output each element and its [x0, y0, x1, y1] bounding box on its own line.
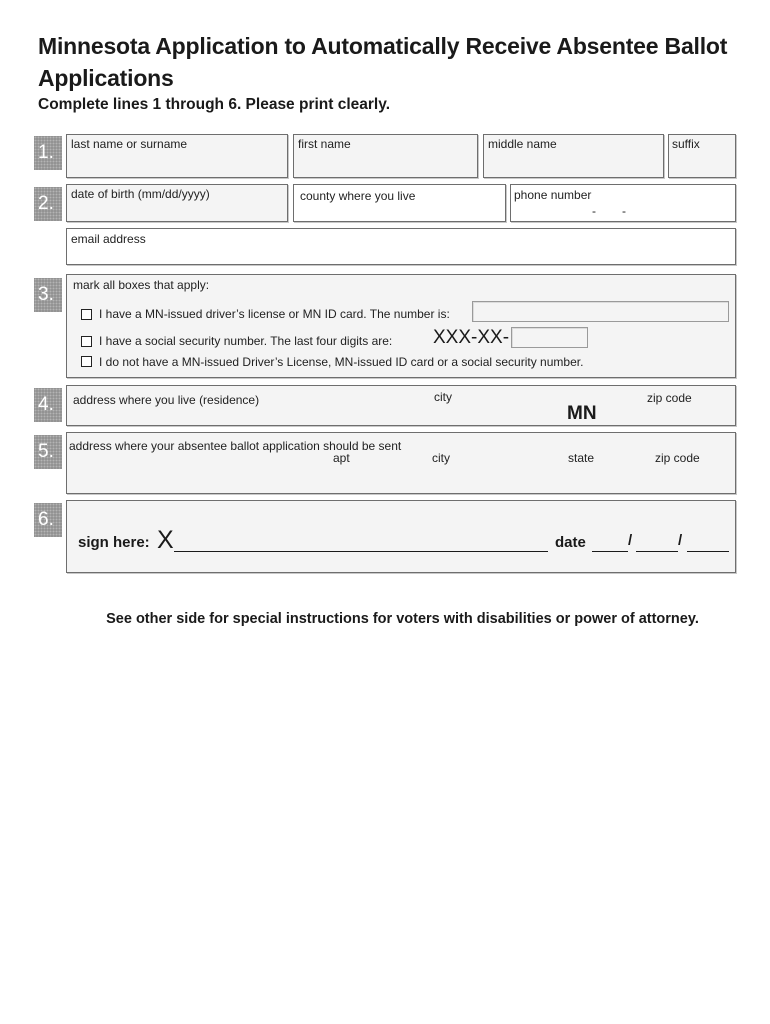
ssn-last-four-input[interactable] — [511, 327, 588, 348]
residence-address-label: address where you live (residence) — [73, 393, 260, 407]
section-1-number: 1. — [34, 136, 62, 170]
mailing-address-field[interactable] — [66, 432, 736, 494]
footer-note: See other side for special instructions for voters with disabilities or power of attorney. — [106, 611, 699, 627]
ssn-prefix: XXX-XX- — [433, 327, 510, 348]
phone-label: phone number — [514, 188, 592, 202]
date-month-line[interactable] — [592, 527, 628, 552]
date-of-birth-field[interactable] — [66, 184, 288, 222]
middle-name-label: middle name — [488, 137, 557, 151]
ssn-checkbox[interactable] — [81, 336, 92, 347]
phone-separator: - — [592, 204, 596, 218]
date-separator: / — [628, 532, 633, 549]
residence-state-value: MN — [567, 403, 597, 424]
last-name-label: last name or surname — [71, 137, 188, 151]
date-label: date — [555, 534, 586, 551]
no-id-option-label: I do not have a MN-issued Driver’s License, MN-issued ID card or a social security number. — [99, 355, 584, 369]
suffix-field[interactable] — [668, 134, 736, 178]
first-name-label: first name — [298, 137, 351, 151]
suffix-label: suffix — [672, 137, 700, 151]
signature-line[interactable] — [174, 527, 548, 552]
phone-field[interactable] — [510, 184, 736, 222]
license-number-input[interactable] — [472, 301, 729, 322]
license-option-label: I have a MN-issued driver’s license or MN ID card. The number is: — [99, 307, 450, 321]
mailing-zip-label: zip code — [655, 451, 700, 465]
signature-panel — [66, 500, 736, 573]
mailing-city-label: city — [432, 451, 450, 465]
date-year-line[interactable] — [687, 527, 729, 552]
license-checkbox[interactable] — [81, 309, 92, 320]
date-separator: / — [678, 532, 683, 549]
date-of-birth-label: date of birth (mm/dd/yyyy) — [71, 187, 210, 201]
section-4-number: 4. — [34, 388, 62, 422]
ssn-option-label: I have a social security number. The last four digits are: — [99, 334, 393, 348]
last-name-field[interactable] — [66, 134, 288, 178]
county-field[interactable] — [293, 184, 506, 222]
county-label: county where you live — [300, 189, 416, 203]
form-subtitle: Complete lines 1 through 6. Please print clearly. — [38, 96, 391, 113]
date-day-line[interactable] — [636, 527, 678, 552]
residence-city-label: city — [434, 390, 452, 404]
residence-zip-label: zip code — [647, 391, 692, 405]
first-name-field[interactable] — [293, 134, 478, 178]
identification-panel — [66, 274, 736, 378]
mailing-apt-label: apt — [333, 451, 350, 465]
section-3-number: 3. — [34, 278, 62, 312]
phone-separator: - — [622, 204, 626, 218]
identification-instruction: mark all boxes that apply: — [73, 278, 210, 292]
section-2-number: 2. — [34, 187, 62, 221]
section-5-number: 5. — [34, 435, 62, 469]
signature-x-mark: X — [157, 526, 174, 554]
section-6-number: 6. — [34, 503, 62, 537]
middle-name-field[interactable] — [483, 134, 664, 178]
residence-address-field[interactable] — [66, 385, 736, 426]
email-field[interactable] — [66, 228, 736, 265]
form-title: Minnesota Application to Automatically Receive Absentee Ballot Applications — [38, 33, 728, 91]
sign-here-label: sign here: — [78, 534, 150, 551]
mailing-address-label: address where your absentee ballot application should be sent — [69, 439, 402, 453]
mailing-state-label: state — [568, 451, 595, 465]
no-id-checkbox[interactable] — [81, 356, 92, 367]
email-label: email address — [71, 232, 146, 246]
